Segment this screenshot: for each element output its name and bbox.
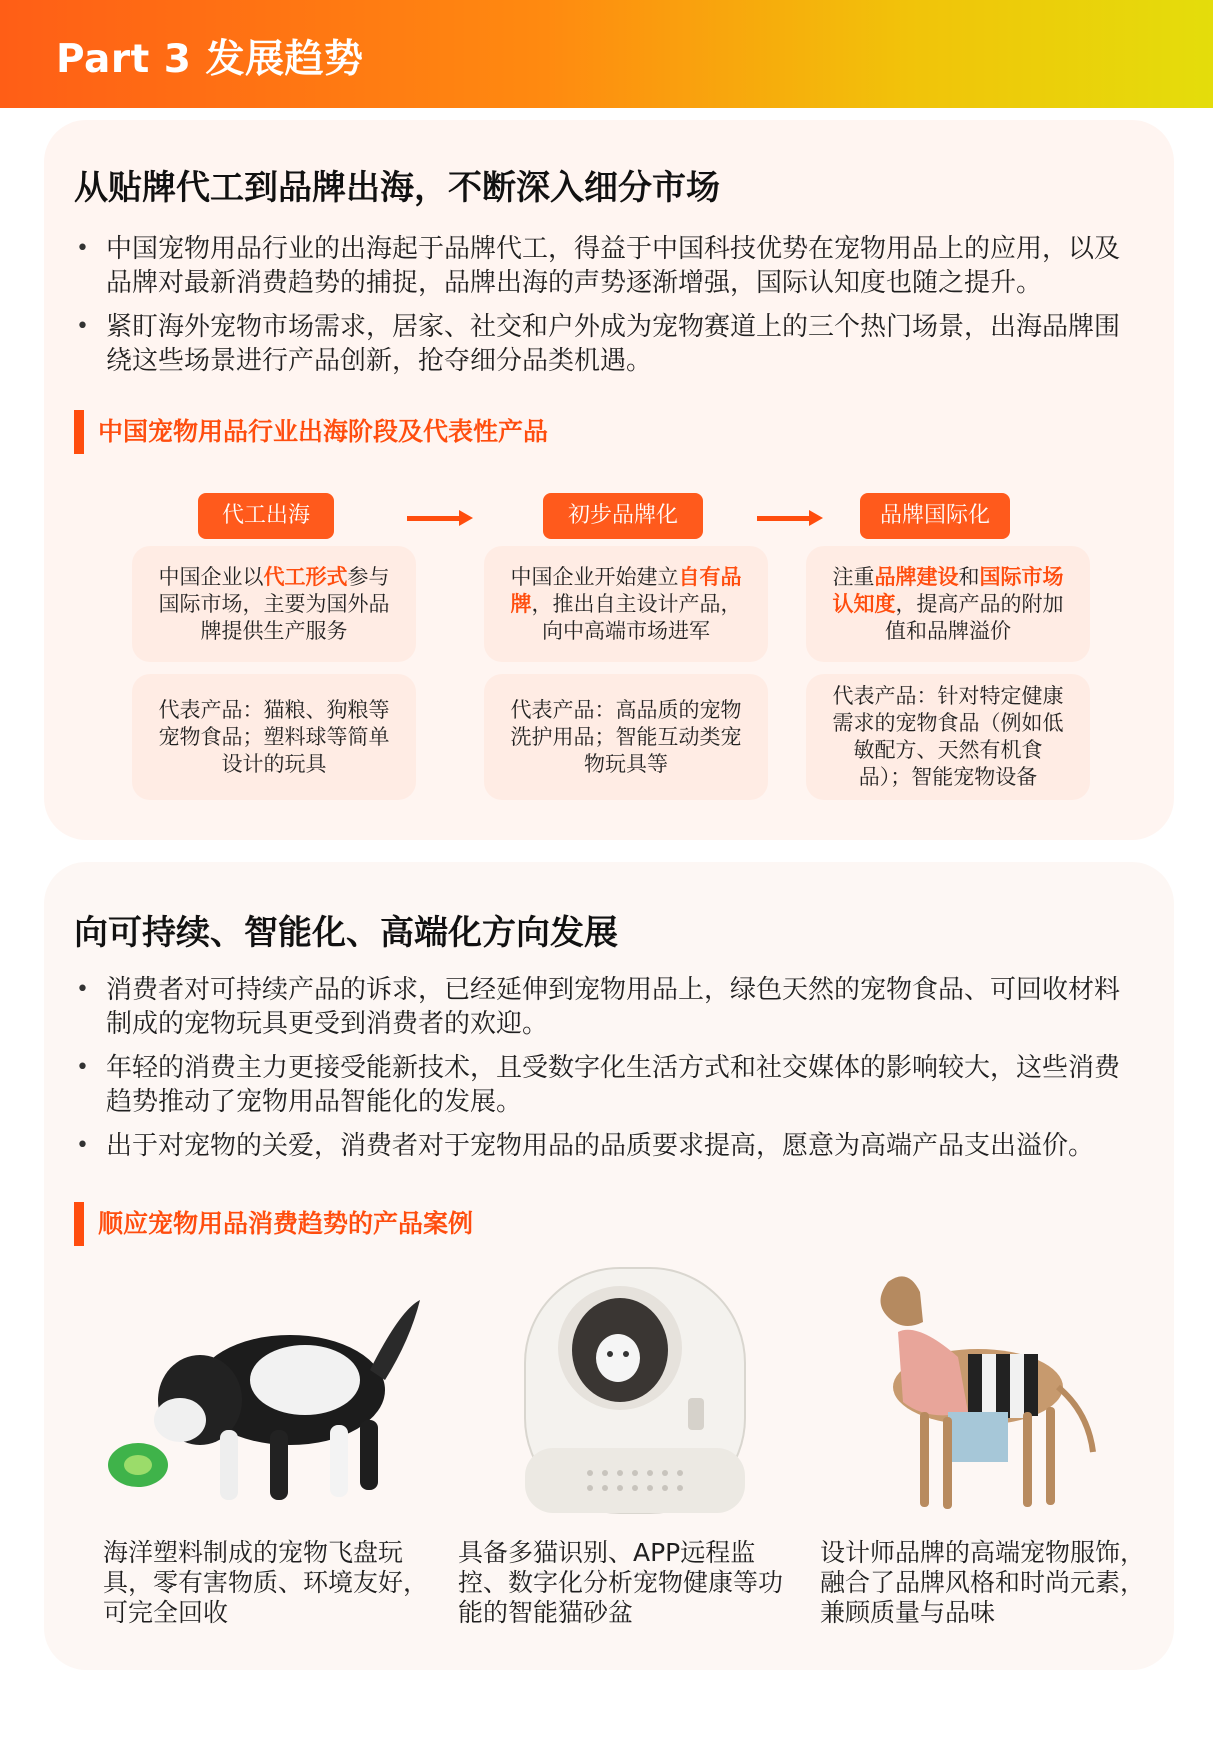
representative-products-box: 代表产品：猫粮、狗粮等宠物食品；塑料球等简单设计的玩具 [132, 674, 416, 800]
dog-in-sweater-image [848, 1262, 1098, 1522]
section2-title: 向可持续、智能化、高端化方向发展 [74, 913, 618, 953]
section2-bullet: • 出于对宠物的关爱，消费者对于宠物用品的品质要求提高，愿意为高端产品支出溢价。 [74, 1129, 1134, 1163]
stage-description-box: 注重品牌建设和国际市场认知度，提高产品的附加值和品牌溢价 [806, 546, 1090, 662]
dog-with-frisbee-image [100, 1270, 440, 1520]
stage-label-internationalization: 品牌国际化 [860, 493, 1010, 539]
right-arrow-icon [407, 510, 473, 526]
right-arrow-icon [757, 510, 823, 526]
representative-products-box: 代表产品：高品质的宠物洗护用品；智能互动类宠物玩具等 [484, 674, 768, 800]
section1-bullet: • 中国宠物用品行业的出海起于品牌代工，得益于中国科技优势在宠物用品上的应用，以及品牌对最新消费趋势的捕捉，品牌出海的声势逐渐增强，国际认知度也随之提升。 [74, 232, 1134, 300]
section2-subtitle: 顺应宠物用品消费趋势的产品案例 [74, 1202, 473, 1246]
page-title: Part 3 发展趋势 [56, 37, 364, 82]
stage-label-initial-branding: 初步品牌化 [543, 493, 703, 539]
stage-label-oem: 代工出海 [198, 493, 334, 539]
case-caption-frisbee: 海洋塑料制成的宠物飞盘玩具，零有害物质、环境友好，可完全回收 [103, 1538, 429, 1627]
stage-description-box: 中国企业开始建立自有品牌，推出自主设计产品，向中高端市场进军 [484, 546, 768, 662]
section2-bullet: • 消费者对可持续产品的诉求，已经延伸到宠物用品上，绿色天然的宠物食品、可回收材料制成的宠物玩具更受到消费者的欢迎。 [74, 973, 1134, 1041]
representative-products-box: 代表产品：针对特定健康需求的宠物食品（例如低敏配方、天然有机食品）；智能宠物设备 [806, 674, 1090, 800]
stage-description-box: 中国企业以代工形式参与国际市场，主要为国外品牌提供生产服务 [132, 546, 416, 662]
section2-bullet-list [74, 973, 1134, 1173]
section1-bullet: • 紧盯海外宠物市场需求，居家、社交和户外成为宠物赛道上的三个热门场景，出海品牌围绕这些场景进行产品创新，抢夺细分品类机遇。 [74, 310, 1134, 378]
section1-subtitle: 中国宠物用品行业出海阶段及代表性产品 [74, 410, 548, 454]
case-caption-litter-box: 具备多猫识别、APP远程监控、数字化分析宠物健康等功能的智能猫砂盆 [458, 1538, 784, 1627]
section1-title: 从贴牌代工到品牌出海，不断深入细分市场 [74, 168, 720, 208]
section2-bullet: • 年轻的消费主力更接受能新技术，且受数字化生活方式和社交媒体的影响较大，这些消费趋势推动了宠物用品智能化的发展。 [74, 1051, 1134, 1119]
page-header [0, 0, 1213, 108]
smart-litter-box-image [520, 1258, 750, 1520]
case-caption-pet-apparel: 设计师品牌的高端宠物服饰，融合了品牌风格和时尚元素，兼顾质量与品味 [820, 1538, 1146, 1627]
section1-bullet-list [74, 232, 1134, 388]
